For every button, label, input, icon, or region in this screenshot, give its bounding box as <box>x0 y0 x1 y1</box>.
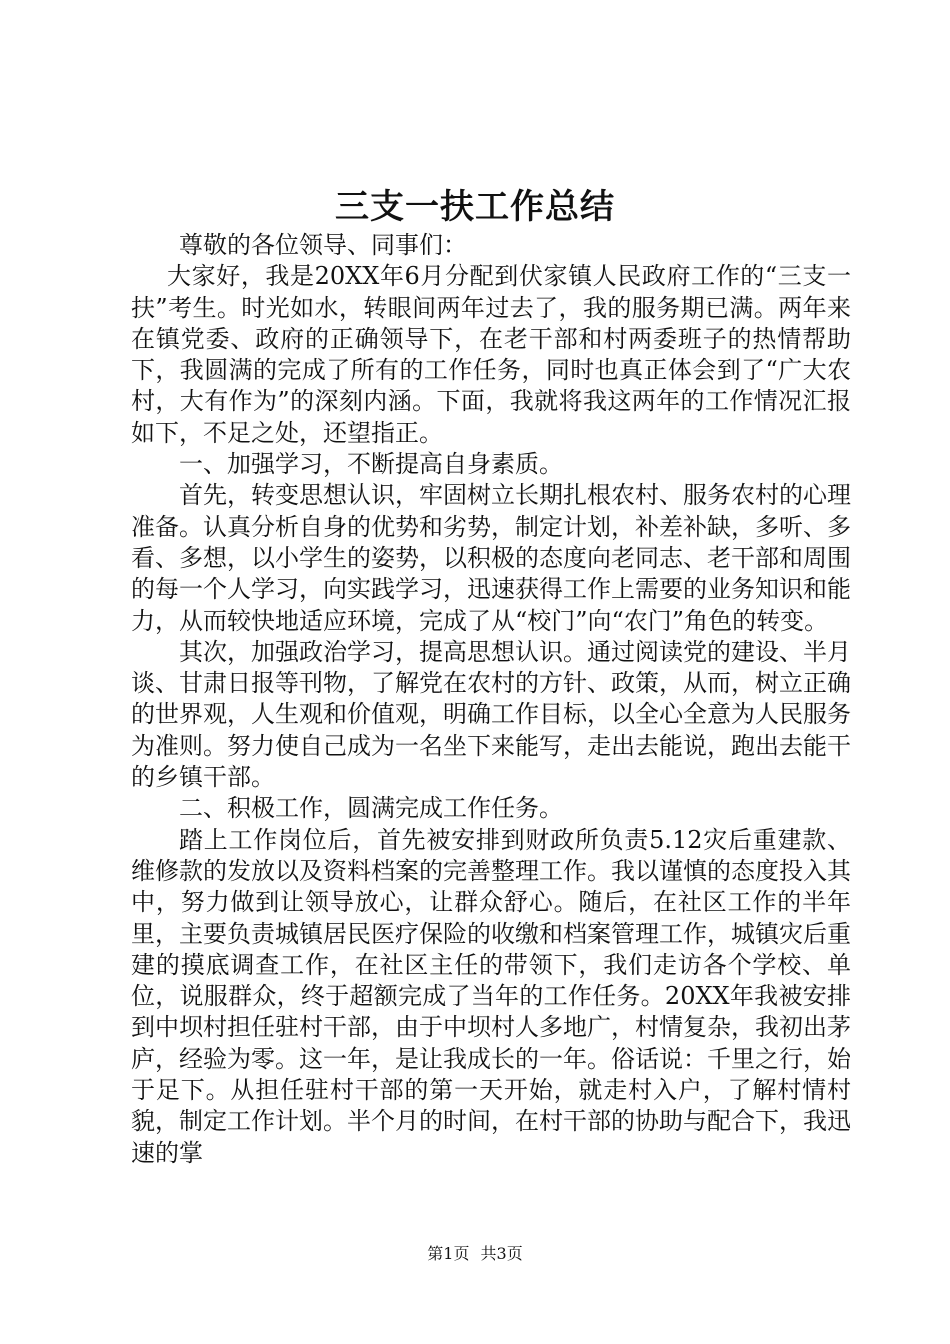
body-paragraph: 其次，加强政治学习，提高思想认识。通过阅读党的建设、半月谈、甘肃日报等刊物，了解党在农村的方针、政策，从而，树立正确的世界观，人生观和价值观，明确工作目标，以全心全意为人民服务为准则。努力使自己成为一名坐下来能写，走出去能说，跑出去能干的乡镇干部。 <box>131 637 851 792</box>
section-heading-1: 一、加强学习，不断提高自身素质。 <box>179 450 563 479</box>
body-paragraph: 首先，转变思想认识，牢固树立长期扎根农村、服务农村的心理准备。认真分析自身的优势和劣势，制定计划，补差补缺，多听、多看、多想，以小学生的姿势，以积极的态度向老同志、老干部和周围的每一个人学习，向实践学习，迅速获得工作上需要的业务知识和能力，从而较快地适应环境，完成了从“校门”向“农门”角色的转变。 <box>131 481 851 635</box>
intro-paragraph: 大家好，我是20XX年6月分配到伏家镇人民政府工作的“三支一扶”考生。时光如水，转眼间两年过去了，我的服务期已满。两年来在镇党委、政府的正确领导下，在老干部和村两委班子的热情帮助下，我圆满的完成了所有的工作任务，同时也真正体会到了“广大农村，大有作为”的深刻内涵。下面，我就将我这两年的工作情况汇报如下，不足之处，还望指正。 <box>131 262 851 447</box>
page-footer: 第1页 共3页 <box>427 1244 523 1263</box>
section-heading-2: 二、积极工作，圆满完成工作任务。 <box>179 794 563 823</box>
document-title: 三支一扶工作总结 <box>335 187 615 227</box>
salutation-paragraph: 尊敬的各位领导、同事们： <box>179 231 467 259</box>
document-body <box>131 230 851 1169</box>
body-paragraph: 踏上工作岗位后，首先被安排到财政所负责5.12灾后重建款、维修款的发放以及资料档案的完善整理工作。我以谨慎的态度投入其中，努力做到让领导放心，让群众舒心。随后，在社区工作的半年里，主要负责城镇居民医疗保险的收缴和档案管理工作，城镇灾后重建的摸底调查工作，在社区主任的带领下，我们走访各个学校、单位，说服群众，终于超额完成了当年的工作任务。20XX年我被安排到中坝村担任驻村干部，由于中坝村人多地广，村情复杂，我初出茅庐，经验为零。这一年，是让我成长的一年。俗话说：千里之行，始于足下。从担任驻村干部的第一天开始，就走村入户，了解村情村貌，制定工作计划。半个月的时间，在村干部的协助与配合下，我迅速的掌 <box>131 825 851 1167</box>
